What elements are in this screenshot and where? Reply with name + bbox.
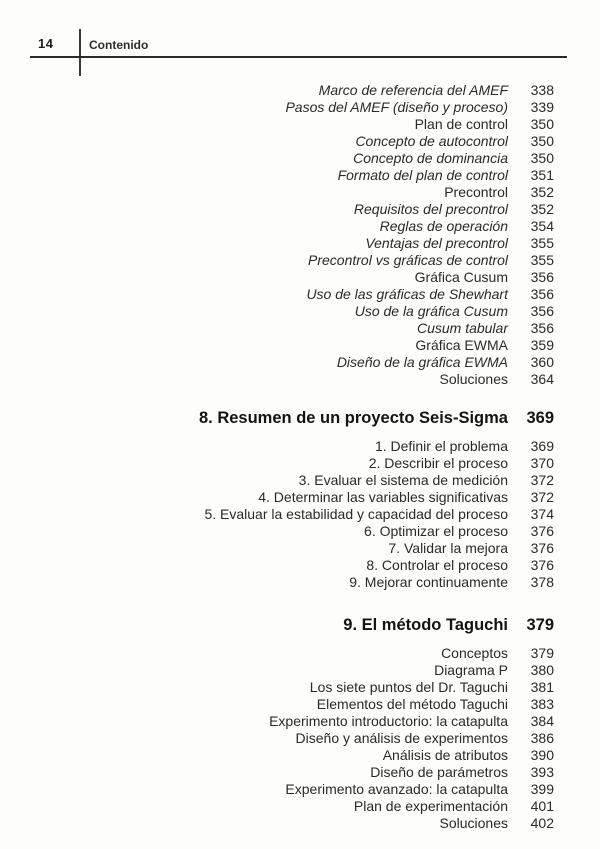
- toc-entry-page: 351: [530, 167, 554, 183]
- toc-entry: [35, 540, 554, 557]
- toc-entry-label: Diseño de la gráfica EWMA: [336, 354, 508, 370]
- toc-entry-label: Concepto de autocontrol: [355, 133, 508, 149]
- toc-entry-label: Conceptos: [441, 645, 508, 661]
- header-divider: [79, 29, 81, 76]
- toc-entry: [35, 472, 554, 489]
- toc-entry-page: 369: [526, 409, 554, 427]
- toc-entry: [35, 781, 554, 798]
- toc-entry: [35, 798, 554, 815]
- toc-entry: [35, 574, 554, 591]
- toc-entry-label: Uso de las gráficas de Shewhart: [306, 286, 508, 302]
- toc-entry-page: 355: [530, 252, 554, 268]
- toc-entry-label: Concepto de dominancia: [353, 150, 508, 166]
- toc-entry: [35, 133, 554, 150]
- toc-entry-label: Precontrol vs gráficas de control: [308, 252, 508, 268]
- toc-entry-page: 370: [530, 455, 554, 471]
- toc-entry-page: 378: [530, 574, 554, 590]
- toc-entry-page: 376: [530, 540, 554, 556]
- toc-entry-label: Soluciones: [439, 371, 508, 387]
- toc-entry: [35, 303, 554, 320]
- toc-section-heading: [35, 406, 554, 430]
- toc-entry-page: 356: [530, 269, 554, 285]
- toc-entry-page: 356: [530, 320, 554, 336]
- toc-entry-page: 338: [530, 82, 554, 98]
- toc-entry-page: 374: [530, 506, 554, 522]
- toc-entry-label: Análisis de atributos: [382, 747, 508, 763]
- toc-entry-page: 383: [530, 696, 554, 712]
- toc-entry: [35, 269, 554, 286]
- toc-entry: [35, 201, 554, 218]
- header-rule: [30, 56, 567, 58]
- toc-entry-label: 3. Evaluar el sistema de medición: [298, 472, 508, 488]
- toc-entry: [35, 455, 554, 472]
- toc-entry-label: Requisitos del precontrol: [353, 201, 508, 217]
- toc-entry: [35, 747, 554, 764]
- toc-entry-label: Soluciones: [439, 815, 508, 831]
- toc-entry-label: Los siete puntos del Dr. Taguchi: [309, 679, 508, 695]
- toc-entry-page: 350: [530, 133, 554, 149]
- toc-entry: [35, 489, 554, 506]
- toc-entry-label: 7. Validar la mejora: [388, 540, 508, 556]
- toc-entry-label: Precontrol: [444, 184, 508, 200]
- toc-entry: [35, 645, 554, 662]
- toc-entry-label: Uso de la gráfica Cusum: [354, 303, 508, 319]
- toc-entry-page: 350: [530, 116, 554, 132]
- toc-entry-page: 372: [530, 472, 554, 488]
- toc-list: [35, 82, 554, 832]
- toc-entry-page: 356: [530, 286, 554, 302]
- toc-entry: [35, 713, 554, 730]
- toc-entry-label: Formato del plan de control: [337, 167, 508, 183]
- toc-entry-label: 5. Evaluar la estabilidad y capacidad del proceso: [204, 506, 508, 522]
- toc-entry: [35, 218, 554, 235]
- toc-entry: [35, 116, 554, 133]
- toc-entry-label: Diseño y análisis de experimentos: [295, 730, 508, 746]
- toc-entry: [35, 354, 554, 371]
- toc-entry-page: 380: [530, 662, 554, 678]
- toc-entry-page: 402: [530, 815, 554, 831]
- toc-entry-page: 401: [530, 798, 554, 814]
- toc-entry: [35, 662, 554, 679]
- toc-entry-label: Diagrama P: [434, 662, 508, 678]
- toc-entry: [35, 150, 554, 167]
- toc-entry-page: 359: [530, 337, 554, 353]
- toc-entry-page: 376: [530, 557, 554, 573]
- toc-entry: [35, 438, 554, 455]
- toc-entry-label: Reglas de operación: [379, 218, 508, 234]
- toc-entry-page: 393: [530, 764, 554, 780]
- toc-entry-page: 372: [530, 489, 554, 505]
- toc-entry: [35, 99, 554, 116]
- toc-entry: [35, 557, 554, 574]
- toc-entry: [35, 696, 554, 713]
- toc-entry-label: Plan de control: [414, 116, 508, 132]
- toc-entry: [35, 371, 554, 388]
- toc-entry: [35, 252, 554, 269]
- toc-entry: [35, 764, 554, 781]
- toc-entry-label: Gráfica Cusum: [414, 269, 508, 285]
- toc-entry-page: 399: [530, 781, 554, 797]
- toc-entry-page: 355: [530, 235, 554, 251]
- running-title: Contenido: [89, 38, 149, 52]
- toc-entry-label: Elementos del método Taguchi: [316, 696, 508, 712]
- toc-entry-label: Experimento introductorio: la catapulta: [269, 713, 508, 729]
- toc-entry-label: 6. Optimizar el proceso: [364, 523, 508, 539]
- toc-entry-label: Pasos del AMEF (diseño y proceso): [285, 99, 508, 115]
- toc-entry-page: 384: [530, 713, 554, 729]
- toc-entry-page: 356: [530, 303, 554, 319]
- toc-entry: [35, 167, 554, 184]
- toc-entry-label: 8. Resumen de un proyecto Seis-Sigma: [198, 409, 508, 427]
- toc-entry: [35, 286, 554, 303]
- toc-entry-label: Cusum tabular: [416, 320, 508, 336]
- page-number: 14: [38, 36, 54, 51]
- toc-entry-label: 9. Mejorar continuamente: [349, 574, 508, 590]
- toc-entry: [35, 320, 554, 337]
- toc-entry-label: 2. Describir el proceso: [368, 455, 508, 471]
- toc-entry: [35, 730, 554, 747]
- toc-entry-label: Ventajas del precontrol: [365, 235, 508, 251]
- toc-entry: [35, 235, 554, 252]
- toc-entry-label: 1. Definir el problema: [374, 438, 508, 454]
- toc-entry-page: 386: [530, 730, 554, 746]
- toc-entry-label: Plan de experimentación: [353, 798, 508, 814]
- toc-entry: [35, 184, 554, 201]
- toc-entry-label: Experimento avanzado: la catapulta: [285, 781, 508, 797]
- toc-entry-label: 4. Determinar las variables significativas: [258, 489, 508, 505]
- toc-entry-page: 339: [530, 99, 554, 115]
- toc-entry-page: 381: [530, 679, 554, 695]
- toc-entry-page: 379: [526, 616, 554, 634]
- toc-entry-page: 352: [530, 201, 554, 217]
- toc-entry-page: 352: [530, 184, 554, 200]
- toc-entry-label: 8. Controlar el proceso: [366, 557, 508, 573]
- toc-entry-label: Marco de referencia del AMEF: [318, 82, 508, 98]
- toc-entry-page: 354: [530, 218, 554, 234]
- toc-entry: [35, 337, 554, 354]
- toc-entry: [35, 82, 554, 99]
- toc-entry: [35, 523, 554, 540]
- toc-entry: [35, 506, 554, 523]
- toc-entry-label: Diseño de parámetros: [370, 764, 508, 780]
- toc-section-heading: [35, 613, 554, 637]
- toc-entry-page: 379: [530, 645, 554, 661]
- toc-entry: [35, 815, 554, 832]
- toc-entry-label: 9. El método Taguchi: [343, 616, 508, 634]
- toc-entry: [35, 679, 554, 696]
- toc-entry-page: 350: [530, 150, 554, 166]
- toc-entry-label: Gráfica EWMA: [415, 337, 508, 353]
- toc-entry-page: 390: [530, 747, 554, 763]
- toc-entry-page: 364: [530, 371, 554, 387]
- toc-entry-page: 376: [530, 523, 554, 539]
- toc-entry-page: 360: [530, 354, 554, 370]
- toc-entry-page: 369: [530, 438, 554, 454]
